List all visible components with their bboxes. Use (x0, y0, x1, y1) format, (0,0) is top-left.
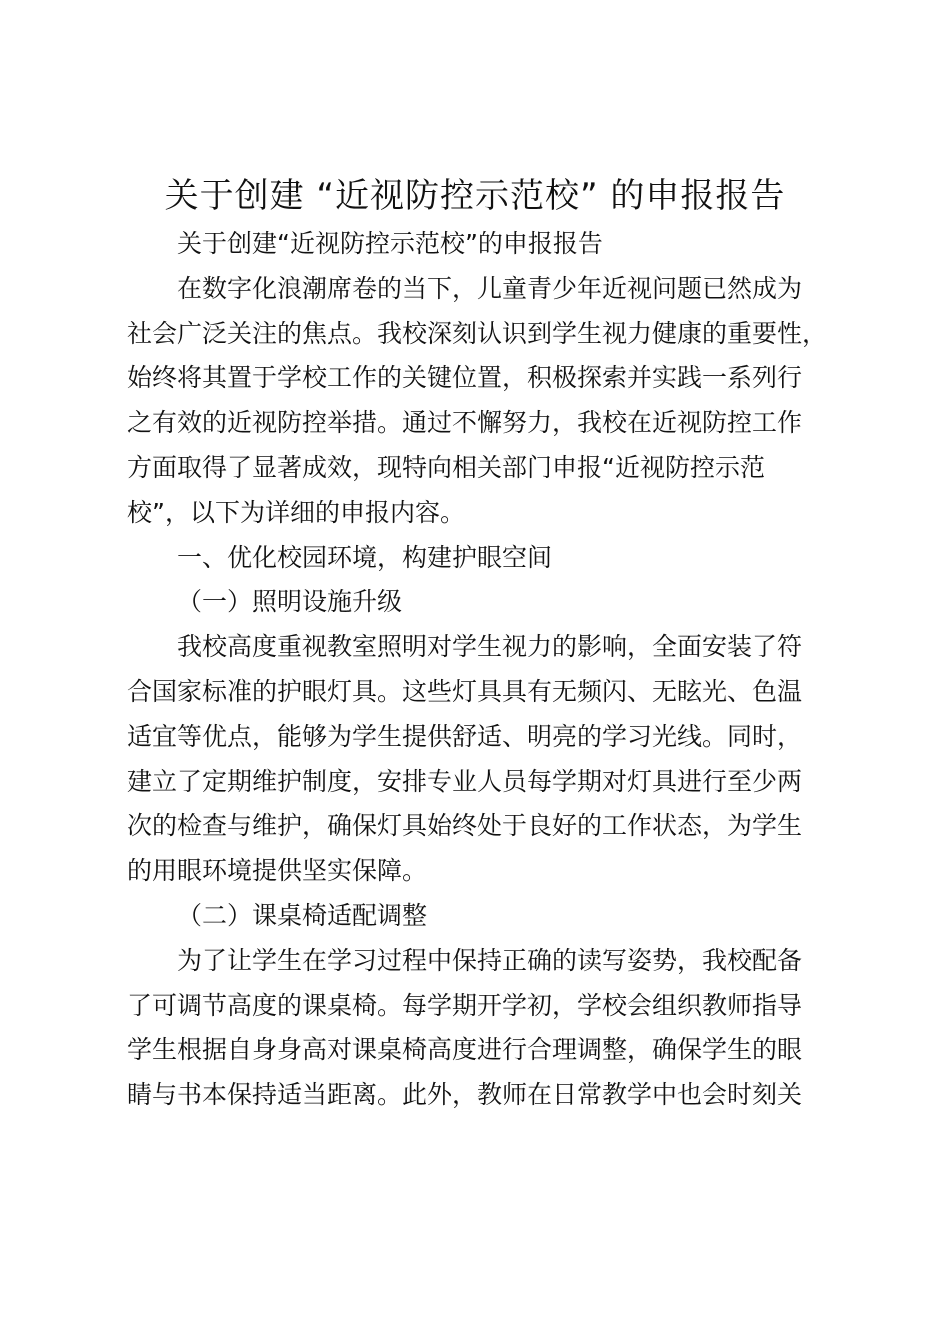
body-line: 始终将其置于学校工作的关键位置，积极探索并实践一系列行 (127, 363, 803, 393)
body-line: 我校高度重视教室照明对学生视力的影响，全面安装了符 (177, 632, 803, 662)
body-line: 关于创建“近视防控示范校”的申报报告 (177, 229, 603, 258)
subsection-heading: （二）课桌椅适配调整 (177, 900, 428, 930)
body-line: 为了让学生在学习过程中保持正确的读写姿势，我校配备 (177, 945, 803, 975)
body-line: 在数字化浪潮席卷的当下，儿童青少年近视问题已然成为 (177, 273, 803, 303)
body-line: 社会广泛关注的焦点。我校深刻认识到学生视力健康的重要性， (127, 318, 828, 348)
document-title: 关于创建 “近视防控示范校” 的申报报告 (164, 176, 786, 216)
subsection-heading: （一）照明设施升级 (177, 587, 403, 617)
body-line: 学生根据自身身高对课桌椅高度进行合理调整，确保学生的眼 (127, 1035, 803, 1065)
body-line: 了可调节高度的课桌椅。每学期开学初，学校会组织教师指导 (127, 990, 803, 1020)
body-line: 合国家标准的护眼灯具。这些灯具具有无频闪、无眩光、色温 (127, 676, 803, 706)
body-line: 之有效的近视防控举措。通过不懈努力，我校在近视防控工作 (127, 408, 803, 438)
document-body (127, 222, 827, 1118)
body-line: 适宜等优点，能够为学生提供舒适、明亮的学习光线。同时， (127, 721, 803, 751)
body-line: 方面取得了显著成效，现特向相关部门申报“近视防控示范 (127, 452, 765, 482)
body-line: 校”，以下为详细的申报内容。 (127, 497, 465, 527)
body-line: 次的检查与维护，确保灯具始终处于良好的工作状态，为学生 (127, 811, 803, 841)
section-heading: 一、优化校园环境，构建护眼空间 (177, 542, 553, 572)
body-line: 睛与书本保持适当距离。此外，教师在日常教学中也会时刻关 (127, 1080, 803, 1110)
body-line: 建立了定期维护制度，安排专业人员每学期对灯具进行至少两 (127, 766, 803, 796)
body-line: 的用眼环境提供坚实保障。 (127, 856, 428, 886)
